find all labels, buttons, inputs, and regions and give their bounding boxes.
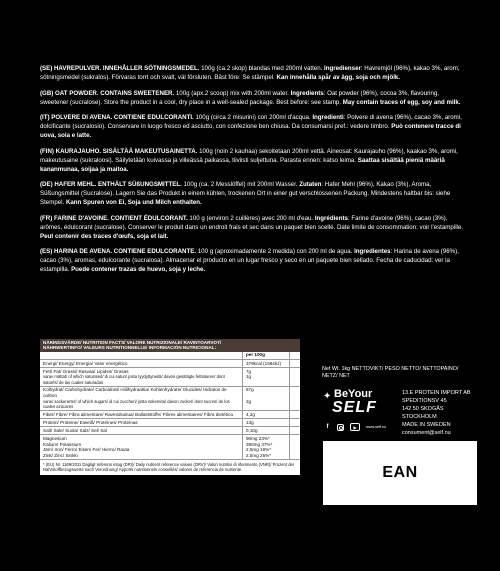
table-row: [40, 352, 300, 360]
nutrition-footnote: * (EU) Nr. 1169/2011 Dagligt referens intag (DRI)/ Daily nutrient reference values (DRV)/ Valori nutritivi di riferimento (VNR)/ Prozent der Nährstoffbezugswerte nach Verordnung/ Apports nutritionnels conseillés/ valores de referencia de nutriente.: [43, 462, 295, 473]
row-value: 67g: [246, 387, 254, 393]
star-icon: ✦: [323, 391, 332, 402]
nutrition-header-line2: NÄHRWERTINFO/ VALEURS NUTRITIONNELLE/ INFORMACIÓN NUTRICIONAL:: [43, 345, 217, 351]
mineral-value: 390mg 37%*: [246, 441, 273, 447]
row-value: 379kcal (1584kJ): [242, 360, 289, 367]
address-line: 142 50 SKOGÅS: [402, 405, 444, 412]
empty-cell: [289, 435, 300, 459]
instagram-icon[interactable]: [337, 424, 344, 431]
ean-label: EAN: [382, 464, 418, 481]
row-value-cell: [242, 387, 289, 410]
nutrition-table: [40, 339, 300, 475]
mineral-label: Järn/ Iron/ Ferro/ Eisen/ Fer/ Hierro/ Rauta: [43, 447, 130, 453]
table-row: [40, 387, 300, 411]
mineral-label: Kalium/ Potassium: [43, 441, 82, 447]
table-row: [40, 427, 300, 435]
mineral-value: 90mg 23%*: [246, 436, 270, 442]
row-label: Fiber/ Fibre/ Fibra alimentare/ Ravintokuitua/ Ballaststoffe/ Fibres alimentaires/ Fibra dietética: [43, 411, 233, 417]
row-value-cell: [242, 368, 289, 386]
empty-cell: [289, 352, 300, 359]
social-links: [324, 423, 386, 431]
row-subvalue: 1g: [246, 374, 252, 380]
mineral-label: Magnesium: [43, 436, 67, 442]
nutrition-header: [40, 339, 300, 352]
net-weight: Net Wt. 1kg NETTOVIKT/ PESO NETTO/ NETTOPAINO/ NETZ/ NET: [322, 366, 459, 380]
row-sublabel: varav sockerarter/ of which sugars/ di cui zuccheri/ josta sokereita/ davon zucker/ dont sucres/ de los cuales azúcares: [43, 398, 230, 409]
nutrition-header-line1: NÄRINGSVÄRDE/ NUTRITION FACTS/ VALORE NUTRIZIONALE/ RAVINTOARVOT/: [43, 340, 222, 345]
address-line: SPEDITIONSV 45: [402, 397, 447, 404]
row-value: 13g: [242, 419, 289, 426]
contact-email[interactable]: consument@self.nu: [402, 429, 451, 436]
row-label: Energi/ Energy/ Energia/ Valor energético: [43, 360, 128, 366]
row-value: 4,2g: [242, 411, 289, 418]
row-label: Kolhydrat/ Carbohydrate/ Carboidrati/ Hiilihydraattia/ Kohlenhydrate/ Glucides/ Hidratos de carbon: [43, 387, 227, 398]
table-row: [40, 419, 300, 427]
ean-barcode-box: [323, 441, 477, 505]
lang-gb: (GB) OAT POWDER. CONTAINS SWEETENER. 100g (apx.2 scoop) mix with 200ml water. Ingredients: Oat powder (96%), cocoa 3%, flavouring, sweetener (sucralose). Store the product in a cool, dry place in a well-sealed package. Best before: see stamp. May contain traces of egg, soy and milk.: [40, 89, 461, 106]
lang-fin: (FIN) KAURAJAUHO. SISÄLTÄÄ MAKEUTUSAINETTA. 100g (noin 2 kauhaa) sekoitetaan 200ml vettä. Aineosat: Kaurajauho (96%), kaakao 3%, aromi, makeutusaine (sukraloosi). Säilytetään kuivassa ja viileässä paikassa, tiiviisti suljettuna. Parasta ennen: katso leima. Saattaa sisältää pieniä määriä kananmunaa, soijaa ja maitoa.: [40, 147, 458, 173]
mineral-label: Zink/ Zinc/ Sinkki: [43, 452, 78, 458]
address-line: 13.E PROTEIN IMPORT AB: [402, 390, 471, 396]
row-label: Fett/ Fat/ Grassi/ Rasvaa/ Lipides/ Grasas: [43, 368, 129, 374]
table-row: [40, 411, 300, 419]
row-label-cell: [40, 368, 242, 386]
empty-cell: [289, 419, 300, 426]
youtube-icon[interactable]: ▶: [350, 423, 360, 431]
mineral-value: 2,5mg 25%*: [246, 452, 272, 458]
table-row: [40, 435, 300, 460]
minerals-values: [242, 435, 289, 459]
address-line: MADE IN SWEDEN: [402, 421, 451, 428]
mineral-value: 2,5mg 18%*: [246, 447, 272, 453]
row-label: Salt/ Sale/ Suola/ Salz/ Sel/ Sal: [43, 427, 107, 433]
brand-line2: SELF: [332, 399, 377, 416]
row-subvalue: 2g: [246, 398, 252, 404]
lang-it: (IT) POLVERE DI AVENA. CONTIENE EDULCORANTI. 100g (circa 2 misurini) con 200ml d'acqua. Ingredienti: Polvere di avena (96%), cacao 3%, aromi, dolcificante (sucralosio). Conservare in luogo fresco ed asciutto, con confezione ben chiusa. Da consumarsi pref.: vedere timbro. Può contenere tracce di uova, soia e latte.: [40, 114, 462, 140]
lang-fr: (FR) FARINE D'AVOINE. CONTIENT ÉDULCORANT. 100 g (environ 2 cuillères) avec 200 ml d'eau. Ingrédients: Farine d'avoine (96%), cacao (3%), arômes, édulcorant (sucralose). Conserver le produit dans un endroit frais et sec dans un paquet bien scellé. Date limite de consommation: voir l'estampille. Peut contenir des traces d'œufs, soja et lait.: [40, 214, 464, 240]
table-row: [40, 360, 300, 368]
brand-line1: BeYour: [334, 388, 373, 400]
facebook-icon[interactable]: f: [326, 424, 329, 430]
row-label-cell: [40, 387, 242, 410]
brand-logo: [322, 389, 392, 423]
row-label: Protein/ Proteine/ Eiweiß/ Protéines/ Proteínas: [43, 419, 138, 425]
empty-cell: [289, 411, 300, 418]
row-value: 0,10g: [242, 427, 289, 434]
language-texts: [40, 65, 468, 282]
lang-es: (ES) HARINA DE AVENA. CONTIENE EDULCORANTE. 100 g (aproximadamente 2 medida) con 200 ml de agua. Ingredientes: Harina de avena (96%), cacao (3%), aromas, edulcorante (sucralosa). Almacenar el producto en un lugar fresco y seco en un paquete bien sellado. Fecha de caducidad: ver la estampilla. Puede contener trazas de huevo, soja y leche.: [40, 248, 459, 274]
table-row: [40, 368, 300, 387]
row-value: 7g: [246, 368, 252, 374]
row-sublabel: varav mättat/ of which saturated/ di cui saturi/ josta tyydyttyneitä/ davon gesättigte fettsäuren/ dont saturés/ de las cuales saturadas: [43, 374, 225, 385]
company-address: [402, 390, 482, 437]
empty-cell: [289, 427, 300, 434]
per-100g-label: per 100g: [242, 352, 289, 359]
empty-cell: [289, 387, 300, 410]
lang-de: (DE) HAFER MEHL. ENTHÄLT SÜßUNGSMITTEL. 100g (ca. 2 Messlöffel) mit 200ml Wasser. Zutaten: Hafer Mehl (96%), Kakao (3%), Aroma, Süßungsmittel (Sucralose). Lagern Sie das Produkt in einem kühlen, trockenen Ort in einer gut verschlossenen Packung. Mindestens haltbar bis: siehe Stempel. Kann Spuren von Ei, Soja und Milch enthalten.: [40, 181, 451, 207]
address-line: STOCKHOLM: [402, 413, 437, 420]
minerals-labels: [40, 435, 242, 459]
header-empty-cell: [40, 352, 242, 359]
empty-cell: [289, 360, 300, 367]
lang-se: (SE) HAVREPULVER. INNEHÅLLER SÖTNINGSMEDEL. 100g (ca.2 skop) blandas med 200ml vatten. Ingredienser: Havremjöl (96%), kakao 3%, arom, sötningsmedel (sukralos). Förvaras torrt och svalt, väl försluten. Bäst före: Se stämpel. Kan innehålla spår av ägg, soja och mjölk.: [40, 65, 460, 81]
website-link[interactable]: www.self.nu: [366, 425, 387, 429]
empty-cell: [289, 368, 300, 386]
